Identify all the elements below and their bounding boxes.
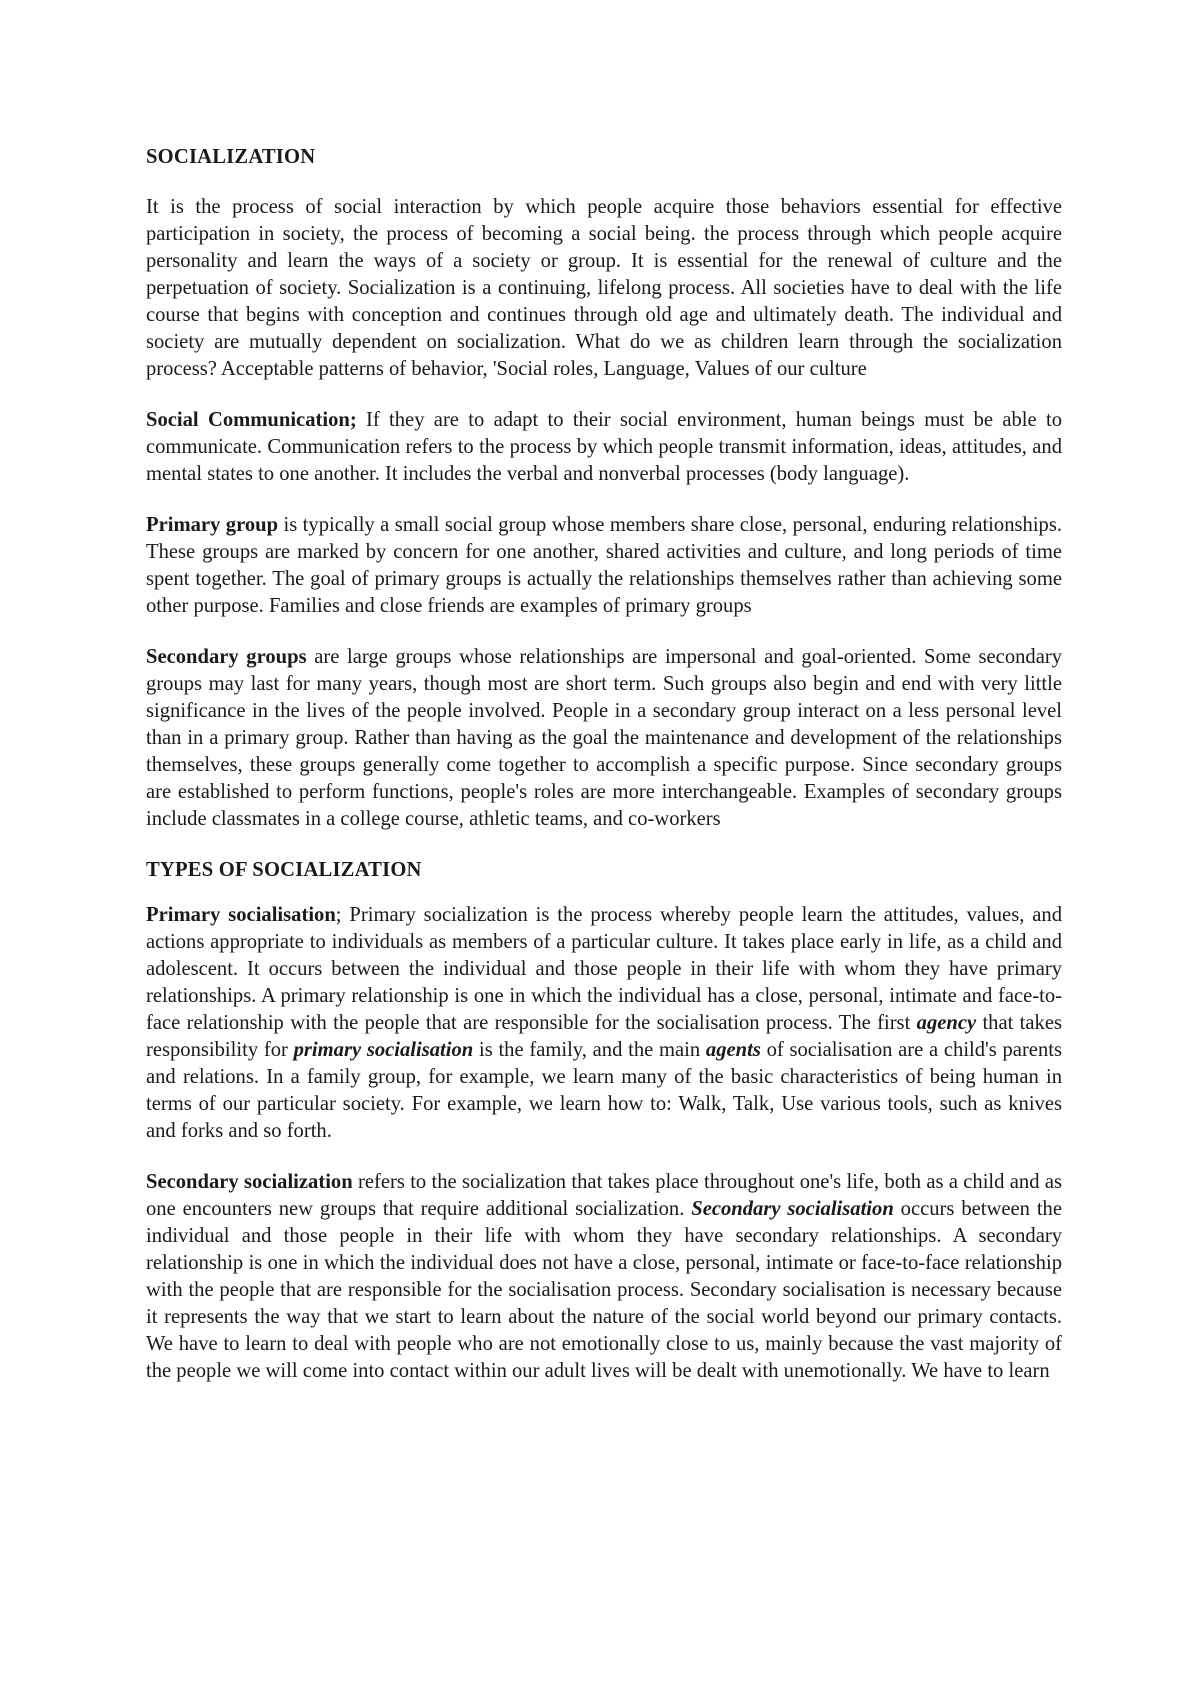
primary-socialisation-emphasis: primary socialisation [293, 1039, 474, 1061]
primary-socialisation-text-1: ; Primary socialization is the process whereby people learn the attitudes, values, and actions appropriate to individuals as members of a particular culture. It takes place early in life, as a child and adolescent. It occurs between the individual and those people in their life with whom they have primary relationships. A primary relationship is one in which the individual has a close, personal, intimate and face-to-face relationship with the people that are responsible for the socialisation process. The first [146, 904, 1062, 1034]
secondary-socialization-term: Secondary socialization [146, 1171, 353, 1193]
agency-emphasis: agency [916, 1012, 977, 1034]
primary-socialisation-term: Primary socialisation [146, 904, 336, 926]
secondary-groups-text: are large groups whose relationships are impersonal and goal-oriented. Some secondary groups may last for many years, though most are short term. Such groups also begin and end with very little significance in the lives of the people involved. People in a secondary group interact on a less personal level than in a primary group. Rather than having as the goal the maintenance and development of the relationships themselves, these groups generally come together to accomplish a specific purpose. Since secondary groups are established to perform functions, people's roles are more interchangeable. Examples of secondary groups include classmates in a college course, athletic teams, and co-workers [146, 646, 1063, 830]
primary-group-text: is typically a small social group whose members share close, personal, enduring relationships. These groups are marked by concern for one another, shared activities and culture, and long periods of time spent together. The goal of primary groups is actually the relationships themselves rather than achieving some other purpose. Families and close friends are examples of primary groups [146, 514, 1062, 617]
agents-emphasis: agents [705, 1039, 761, 1061]
primary-group-term: Primary group [146, 514, 279, 536]
secondary-socialisation-emphasis: Secondary socialisation [691, 1198, 894, 1220]
social-communication-paragraph [146, 407, 1062, 488]
secondary-socialization-text-2: occurs between the individual and those people in their life with whom they have secondary relationships. A secondary relationship is one in which the individual does not have a close, personal, intimate or face-to-face relationship with the people that are responsible for the socialisation process. Secondary socialisation is necessary because it represents the way that we start to learn about the nature of the social world beyond our primary contacts. We have to learn to deal with people who are not emotionally close to us, mainly because the vast majority of the people we will come into contact within our adult lives will be dealt with unemotionally. We have to learn [146, 1198, 1062, 1382]
page-title: SOCIALIZATION [146, 146, 316, 168]
social-communication-term: Social Communication; [146, 409, 357, 431]
intro-paragraph: It is the process of social interaction by which people acquire those behaviors essential for effective participation in society, the process of becoming a social being. the process through which people acquire personality and learn the ways of a society or group. It is essential for the renewal of culture and the perpetuation of society. Socialization is a continuing, lifelong process. All societies have to deal with the life course that begins with conception and continues through old age and ultimately death. The individual and society are mutually dependent on socialization. What do we as children learn through the socialization process? Acceptable patterns of behavior, 'Social roles, Language, Values of our culture [146, 196, 1062, 380]
document-body [146, 144, 1062, 1385]
secondary-groups-paragraph [146, 644, 1062, 833]
social-communication-text: If they are to adapt to their social environment, human beings must be able to communicate. Communication refers to the process by which people transmit information, ideas, attitudes, and mental states to one another. It includes the verbal and nonverbal processes (body language). [146, 409, 1062, 485]
secondary-socialization-paragraph [146, 1169, 1062, 1385]
primary-socialisation-text-2: that takes responsibility for [146, 1012, 1062, 1061]
types-heading: TYPES OF SOCIALIZATION [146, 859, 422, 881]
secondary-groups-term: Secondary groups [146, 646, 307, 668]
primary-socialisation-paragraph [146, 902, 1062, 1145]
secondary-socialization-text-1: refers to the socialization that takes place throughout one's life, both as a child and as one encounters new groups that require additional socialization. [146, 1171, 1062, 1220]
primary-socialisation-text-4: of socialisation are a child's parents and relations. In a family group, for example, we learn many of the basic characteristics of being human in terms of our particular society. For example, we learn how to: Walk, Talk, Use various tools, such as knives and forks and so forth. [146, 1039, 1062, 1142]
primary-group-paragraph [146, 512, 1062, 620]
primary-socialisation-text-3: is the family, and the main [473, 1039, 706, 1061]
